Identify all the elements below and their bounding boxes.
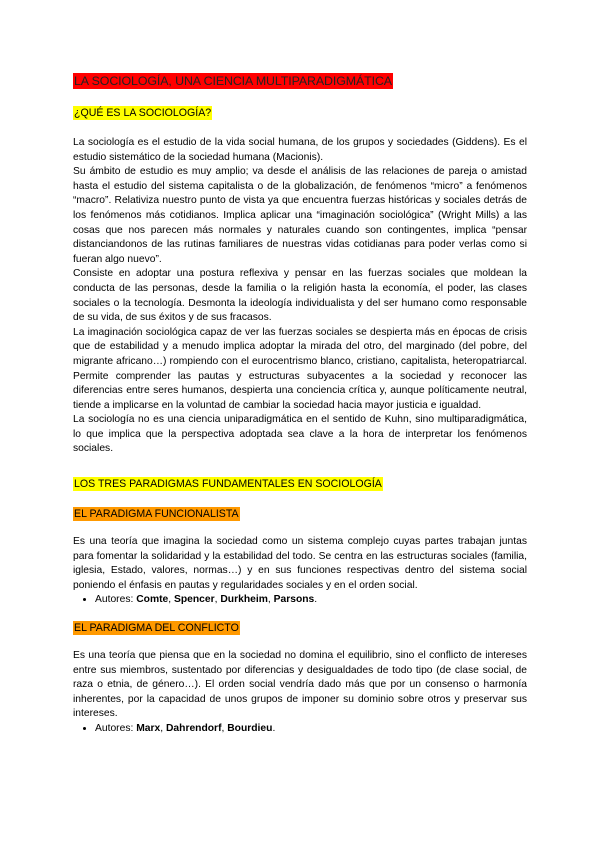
document-title: LA SOCIOLOGÍA, UNA CIENCIA MULTIPARADIGMÁTICA	[74, 74, 392, 88]
author-name: Bourdieu	[227, 723, 273, 734]
paragraph-conflicto: Es una teoría que piensa que en la sociedad no domina el equilibrio, sino el conflicto de intereses entre sus miembros, sustentado por diferencias y desigualdades de todo tipo (de clase social, de raza o etnia, de género…). El orden social vendría dado más que por un consenso o harmonía inherentes, por la capacidad de unos grupos de imponer su dominio sobre otros y preservar sus intereses.	[73, 650, 527, 720]
author-end: .	[314, 594, 318, 606]
author-separator: ,	[214, 594, 221, 606]
paragraph-definicion: La sociología es el estudio de la vida social humana, de los grupos y sociedades (Giddens). Es el estudio sistemático de la sociedad humana (Macionis).	[73, 137, 527, 163]
heading-paradigma-conflicto: EL PARADIGMA DEL CONFLICTO	[74, 622, 239, 635]
authors-list-conflicto	[73, 722, 527, 737]
authors-item	[95, 593, 527, 608]
authors-label: Autores:	[95, 723, 137, 734]
author-name: Durkheim	[220, 594, 268, 606]
author-separator: ,	[168, 594, 174, 606]
paragraph-imaginacion: La imaginación sociológica capaz de ver las fuerzas sociales se despierta más en épocas de crisis que de estabilidad y a menudo implica adoptar la mirada del otro, del marginado (del pobre, del migrante africano…) rompiendo con el eurocentrismo blanco, cristiano, capitalista, heteropatriarcal. Permite comprender las pautas y estructuras subyacentes a la sociedad y reconocer las diferencias entre seres humanos, despierta una conciencia crítica y, aunque políticamente neutral, tiende a implicarse en la voluntad de cambiar la sociedad hacia mayor justicia e igualdad.	[73, 326, 527, 411]
author-end: .	[272, 723, 276, 734]
section-funcionalista	[73, 535, 527, 608]
author-separator: ,	[221, 723, 228, 734]
author-name: Comte	[136, 594, 169, 606]
author-name: Marx	[136, 723, 161, 734]
heading-paradigma-funcionalista: EL PARADIGMA FUNCIONALISTA	[74, 508, 239, 521]
paragraph-multiparadigmatica: La sociología no es una ciencia uniparadigmática en el sentido de Kuhn, sino multiparadigmática, lo que implica que la perspectiva adoptada sea clave a la hora de interpretar los fenómenos sociales.	[73, 414, 527, 455]
authors-label: Autores:	[95, 594, 137, 606]
paragraph-funcionalista: Es una teoría que imagina la sociedad como un sistema complejo cuyas partes trabajan juntas para fomentar la solidaridad y la estabilidad del todo. Se centra en las estructuras sociales (familia, iglesia, Estado, valores, normas…) y en sus funciones respectivas dentro del sistema social poniendo el énfasis en pautas y regularidades sociales y en el orden social.	[73, 536, 527, 591]
author-name: Spencer	[174, 594, 215, 606]
authors-item	[95, 722, 527, 737]
paragraph-postura-reflexiva: Consiste en adoptar una postura reflexiva y pensar en las fuerzas sociales que moldean la conducta de las personas, desde la familia o la religión hasta la economía, el poder, las clases sociales o la tecnología. Desmonta la ideología individualista y del ser humano como responsable de su vida, de sus éxitos y de sus fracasos.	[73, 268, 527, 324]
document-content	[73, 72, 527, 737]
author-separator: ,	[267, 594, 274, 606]
author-name: Parsons	[273, 594, 315, 606]
author-separator: ,	[160, 723, 166, 734]
section-que-es	[73, 136, 527, 457]
authors-list-funcionalista	[73, 593, 527, 608]
heading-tres-paradigmas: LOS TRES PARADIGMAS FUNDAMENTALES EN SOCIOLOGÍA	[74, 478, 382, 491]
heading-que-es-sociologia: ¿QUÉ ES LA SOCIOLOGÍA?	[74, 107, 212, 119]
section-conflicto	[73, 649, 527, 737]
paragraph-ambito: Su ámbito de estudio es muy amplio; va desde el análisis de las relaciones de pareja o amistad hasta el estudio del sistema capitalista o de la globalización, de fenómenos “micro” a fenómenos “macro”. Relativiza nuestro punto de vista ya que encuentra fuerzas históricas y sociales detrás de los fenómenos más cotidianos. Implica aplicar una “imaginación sociológica” (Wright Mills) a las cosas que nos parecen más normales y naturales cuando son contingentes, implica “pensar distanciandonos de las rutinas familiares de nuestras vidas cotidianas para poder verlas como si fueran algo nuevo”.	[73, 166, 527, 265]
author-name: Dahrendorf	[166, 723, 222, 734]
